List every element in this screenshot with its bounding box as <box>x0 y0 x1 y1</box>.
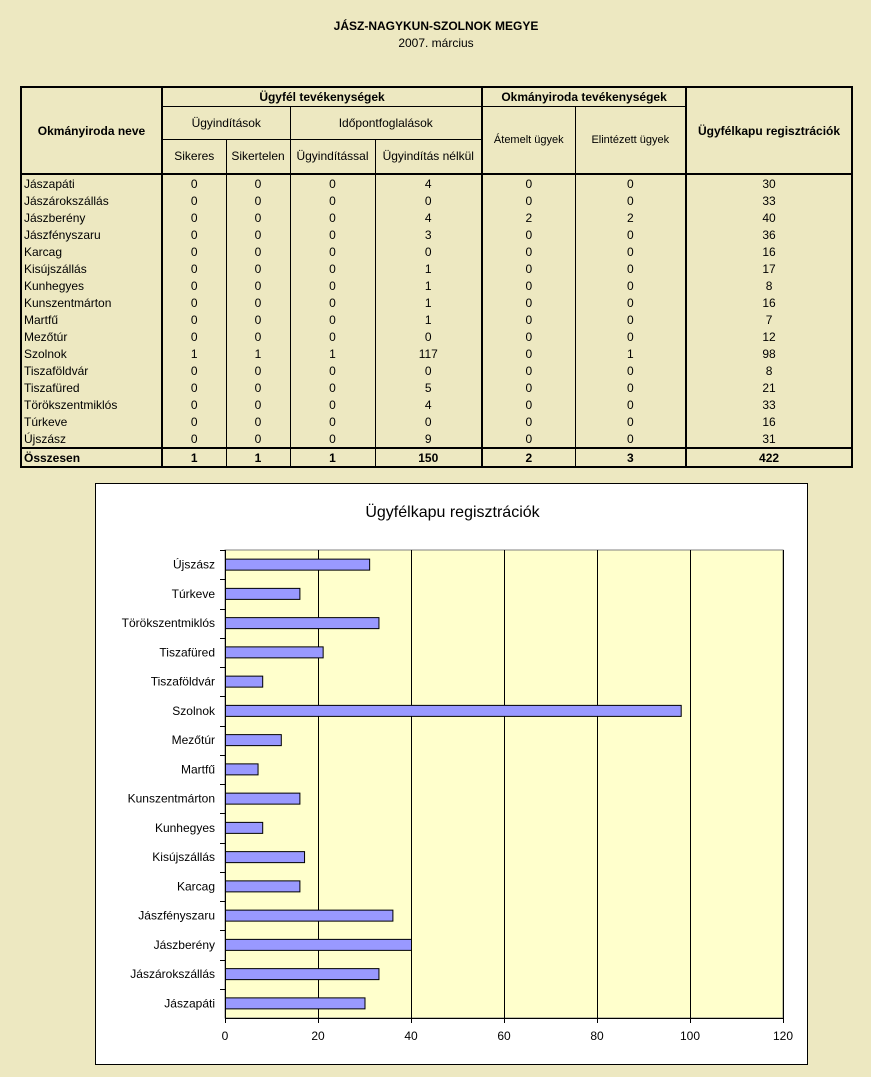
cell-atemelt: 2 <box>482 209 575 226</box>
x-tick-label: 0 <box>221 1029 229 1043</box>
header-ugyfelkapu: Ügyfélkapu regisztrációk <box>686 87 852 174</box>
cell-ugyfelkapu: 98 <box>686 345 852 362</box>
cell-atemelt: 2 <box>482 448 575 467</box>
cell-ugyfelkapu: 16 <box>686 294 852 311</box>
cell-ugyfelkapu: 422 <box>686 448 852 467</box>
cell-atemelt: 0 <box>482 396 575 413</box>
table-row <box>21 209 852 226</box>
x-tick-label: 100 <box>679 1029 701 1043</box>
cell-ugyfelkapu: 40 <box>686 209 852 226</box>
table-row <box>21 311 852 328</box>
y-tick-label: Jászárokszállás <box>130 967 215 982</box>
cell-ugyinditassal: 1 <box>290 345 375 362</box>
cell-ugyinditassal: 0 <box>290 413 375 430</box>
cell-sikeres: 0 <box>162 396 226 413</box>
table-row <box>21 260 852 277</box>
x-tick-label: 20 <box>311 1029 325 1043</box>
x-tick-label: 80 <box>590 1029 604 1043</box>
cell-atemelt: 0 <box>482 260 575 277</box>
header-elintezett: Elintézett ügyek <box>575 106 686 174</box>
bar <box>226 647 324 658</box>
cell-ugyinditassal: 1 <box>290 448 375 467</box>
header-ugyinditasok: Ügyindítások <box>162 106 290 139</box>
bar <box>226 559 370 570</box>
cell-office: Karcag <box>21 243 162 260</box>
cell-sikertelen: 0 <box>226 260 290 277</box>
data-table <box>20 86 853 468</box>
cell-office: Kunszentmárton <box>21 294 162 311</box>
cell-ugyinditassal: 0 <box>290 362 375 379</box>
y-tick-label: Tiszaföldvár <box>150 674 215 689</box>
cell-sikeres: 0 <box>162 260 226 277</box>
y-tick-label: Kunszentmárton <box>127 791 215 806</box>
y-tick-label: Jászapáti <box>164 996 215 1011</box>
cell-elintezett: 0 <box>575 413 686 430</box>
bar <box>226 588 300 599</box>
cell-atemelt: 0 <box>482 328 575 345</box>
cell-ugyinditas-nelkul: 3 <box>375 226 482 243</box>
cell-office: Jászfényszaru <box>21 226 162 243</box>
cell-atemelt: 0 <box>482 174 575 192</box>
bar <box>226 852 305 863</box>
header-ugyinditas-nelkul: Ügyindítás nélkül <box>375 139 482 174</box>
y-tick-label: Kunhegyes <box>154 820 215 835</box>
cell-elintezett: 0 <box>575 379 686 396</box>
y-tick-label: Kisújszállás <box>152 850 215 865</box>
cell-elintezett: 0 <box>575 277 686 294</box>
cell-ugyinditassal: 0 <box>290 209 375 226</box>
cell-sikeres: 0 <box>162 226 226 243</box>
cell-sikertelen: 0 <box>226 328 290 345</box>
table-row <box>21 362 852 379</box>
cell-office: Kunhegyes <box>21 277 162 294</box>
bar <box>226 764 259 775</box>
cell-ugyfelkapu: 8 <box>686 277 852 294</box>
cell-elintezett: 1 <box>575 345 686 362</box>
cell-sikertelen: 0 <box>226 192 290 209</box>
bar <box>226 618 379 629</box>
cell-sikertelen: 0 <box>226 209 290 226</box>
x-tick-label: 120 <box>772 1029 794 1043</box>
cell-atemelt: 0 <box>482 311 575 328</box>
cell-ugyinditassal: 0 <box>290 311 375 328</box>
cell-sikeres: 0 <box>162 277 226 294</box>
cell-atemelt: 0 <box>482 226 575 243</box>
header-group-okmanyiroda: Okmányiroda tevékenységek <box>482 87 686 106</box>
cell-ugyfelkapu: 33 <box>686 396 852 413</box>
cell-ugyinditassal: 0 <box>290 277 375 294</box>
cell-ugyinditassal: 0 <box>290 430 375 448</box>
bar <box>226 676 263 687</box>
table-row <box>21 243 852 260</box>
cell-ugyinditas-nelkul: 1 <box>375 260 482 277</box>
header-sikertelen: Sikertelen <box>226 139 290 174</box>
cell-ugyfelkapu: 7 <box>686 311 852 328</box>
page-subtitle: 2007. március <box>398 36 474 50</box>
bar <box>226 881 300 892</box>
y-tick-label: Tiszafüred <box>159 645 215 660</box>
cell-sikertelen: 0 <box>226 311 290 328</box>
cell-elintezett: 0 <box>575 311 686 328</box>
cell-sikertelen: 0 <box>226 226 290 243</box>
chart-panel <box>95 483 808 1065</box>
cell-office: Martfű <box>21 311 162 328</box>
table-row <box>21 413 852 430</box>
table-row <box>21 192 852 209</box>
y-tick-label: Jászberény <box>153 937 215 952</box>
table-row <box>21 277 852 294</box>
bar <box>226 969 379 980</box>
cell-ugyfelkapu: 31 <box>686 430 852 448</box>
cell-sikeres: 0 <box>162 294 226 311</box>
cell-sikertelen: 0 <box>226 379 290 396</box>
page-title: JÁSZ-NAGYKUN-SZOLNOK MEGYE <box>333 19 539 33</box>
y-tick-label: Túrkeve <box>171 586 215 601</box>
cell-ugyinditas-nelkul: 1 <box>375 311 482 328</box>
cell-ugyinditassal: 0 <box>290 294 375 311</box>
cell-ugyfelkapu: 21 <box>686 379 852 396</box>
y-tick-label: Martfű <box>180 762 215 777</box>
cell-ugyinditas-nelkul: 1 <box>375 277 482 294</box>
cell-sikertelen: 0 <box>226 294 290 311</box>
cell-sikeres: 0 <box>162 379 226 396</box>
cell-sikeres: 0 <box>162 413 226 430</box>
table-row <box>21 396 852 413</box>
header-ugyinditassal: Ügyindítással <box>290 139 375 174</box>
cell-elintezett: 3 <box>575 448 686 467</box>
table-row <box>21 345 852 362</box>
cell-sikertelen: 0 <box>226 277 290 294</box>
cell-office: Tiszaföldvár <box>21 362 162 379</box>
cell-sikertelen: 1 <box>226 448 290 467</box>
cell-sikeres: 0 <box>162 243 226 260</box>
y-tick-label: Törökszentmiklós <box>121 616 215 631</box>
table-row <box>21 174 852 192</box>
bar-chart <box>96 484 809 1066</box>
cell-ugyinditas-nelkul: 5 <box>375 379 482 396</box>
y-tick-label: Karcag <box>176 879 215 894</box>
table-row <box>21 328 852 345</box>
cell-office: Túrkeve <box>21 413 162 430</box>
header-sikeres: Sikeres <box>162 139 226 174</box>
cell-ugyinditas-nelkul: 1 <box>375 294 482 311</box>
cell-ugyinditas-nelkul: 4 <box>375 174 482 192</box>
cell-sikertelen: 0 <box>226 243 290 260</box>
table-row <box>21 379 852 396</box>
cell-office: Tiszafüred <box>21 379 162 396</box>
cell-sikeres: 0 <box>162 209 226 226</box>
cell-atemelt: 0 <box>482 277 575 294</box>
cell-sikeres: 0 <box>162 328 226 345</box>
cell-ugyinditassal: 0 <box>290 328 375 345</box>
cell-atemelt: 0 <box>482 243 575 260</box>
cell-atemelt: 0 <box>482 192 575 209</box>
cell-ugyfelkapu: 33 <box>686 192 852 209</box>
cell-atemelt: 0 <box>482 379 575 396</box>
table-row <box>21 226 852 243</box>
cell-ugyinditas-nelkul: 150 <box>375 448 482 467</box>
cell-office: Szolnok <box>21 345 162 362</box>
y-tick-label: Jászfényszaru <box>138 908 215 923</box>
chart-title: Ügyfélkapu regisztrációk <box>365 504 540 521</box>
cell-elintezett: 0 <box>575 328 686 345</box>
cell-office: Kisújszállás <box>21 260 162 277</box>
cell-sikertelen: 0 <box>226 362 290 379</box>
cell-elintezett: 0 <box>575 174 686 192</box>
cell-ugyinditas-nelkul: 0 <box>375 413 482 430</box>
cell-atemelt: 0 <box>482 362 575 379</box>
cell-elintezett: 0 <box>575 192 686 209</box>
bar <box>226 998 366 1009</box>
x-tick-label: 40 <box>404 1029 418 1043</box>
cell-office: Jászapáti <box>21 174 162 192</box>
header-idopontfoglalasok: Időpontfoglalások <box>290 106 482 139</box>
table-body <box>21 174 852 467</box>
cell-office: Jászárokszállás <box>21 192 162 209</box>
table-total-row <box>21 448 852 467</box>
cell-office: Mezőtúr <box>21 328 162 345</box>
cell-atemelt: 0 <box>482 430 575 448</box>
cell-office: Jászberény <box>21 209 162 226</box>
cell-ugyinditas-nelkul: 0 <box>375 328 482 345</box>
bar <box>226 735 282 746</box>
cell-ugyfelkapu: 30 <box>686 174 852 192</box>
cell-elintezett: 0 <box>575 243 686 260</box>
cell-sikeres: 1 <box>162 345 226 362</box>
cell-sikeres: 0 <box>162 362 226 379</box>
cell-sikeres: 1 <box>162 448 226 467</box>
cell-ugyinditas-nelkul: 4 <box>375 209 482 226</box>
cell-elintezett: 0 <box>575 226 686 243</box>
table-row <box>21 294 852 311</box>
cell-sikeres: 0 <box>162 311 226 328</box>
x-tick-label: 60 <box>497 1029 511 1043</box>
cell-ugyinditas-nelkul: 9 <box>375 430 482 448</box>
cell-sikeres: 0 <box>162 174 226 192</box>
header-atemelt: Átemelt ügyek <box>482 106 575 174</box>
cell-elintezett: 2 <box>575 209 686 226</box>
cell-elintezett: 0 <box>575 430 686 448</box>
bar <box>226 910 393 921</box>
cell-ugyfelkapu: 36 <box>686 226 852 243</box>
cell-elintezett: 0 <box>575 362 686 379</box>
cell-elintezett: 0 <box>575 294 686 311</box>
cell-elintezett: 0 <box>575 260 686 277</box>
cell-ugyinditassal: 0 <box>290 260 375 277</box>
cell-ugyfelkapu: 8 <box>686 362 852 379</box>
y-tick-label: Szolnok <box>172 703 215 718</box>
table-row <box>21 430 852 448</box>
cell-ugyinditas-nelkul: 0 <box>375 362 482 379</box>
cell-atemelt: 0 <box>482 294 575 311</box>
cell-sikertelen: 0 <box>226 174 290 192</box>
cell-ugyfelkapu: 17 <box>686 260 852 277</box>
cell-sikeres: 0 <box>162 430 226 448</box>
bar <box>226 939 412 950</box>
bar <box>226 793 300 804</box>
cell-ugyinditassal: 0 <box>290 174 375 192</box>
cell-ugyinditassal: 0 <box>290 379 375 396</box>
cell-office: Törökszentmiklós <box>21 396 162 413</box>
cell-atemelt: 0 <box>482 345 575 362</box>
header-group-ugyfel: Ügyfél tevékenységek <box>162 87 482 106</box>
cell-ugyfelkapu: 16 <box>686 413 852 430</box>
cell-atemelt: 0 <box>482 413 575 430</box>
cell-sikertelen: 0 <box>226 396 290 413</box>
cell-office: Újszász <box>21 430 162 448</box>
cell-ugyinditas-nelkul: 0 <box>375 243 482 260</box>
cell-sikertelen: 0 <box>226 430 290 448</box>
y-tick-label: Újszász <box>172 557 215 572</box>
header-office-name: Okmányiroda neve <box>21 87 162 174</box>
cell-sikertelen: 1 <box>226 345 290 362</box>
cell-elintezett: 0 <box>575 396 686 413</box>
cell-ugyinditassal: 0 <box>290 243 375 260</box>
cell-ugyinditassal: 0 <box>290 192 375 209</box>
cell-ugyinditas-nelkul: 117 <box>375 345 482 362</box>
cell-ugyinditassal: 0 <box>290 396 375 413</box>
bar <box>226 822 263 833</box>
cell-sikeres: 0 <box>162 192 226 209</box>
cell-sikertelen: 0 <box>226 413 290 430</box>
cell-ugyinditas-nelkul: 0 <box>375 192 482 209</box>
cell-ugyinditassal: 0 <box>290 226 375 243</box>
cell-ugyfelkapu: 12 <box>686 328 852 345</box>
y-tick-label: Mezőtúr <box>171 733 215 748</box>
cell-ugyfelkapu: 16 <box>686 243 852 260</box>
cell-office: Összesen <box>21 448 162 467</box>
bar <box>226 705 682 716</box>
cell-ugyinditas-nelkul: 4 <box>375 396 482 413</box>
